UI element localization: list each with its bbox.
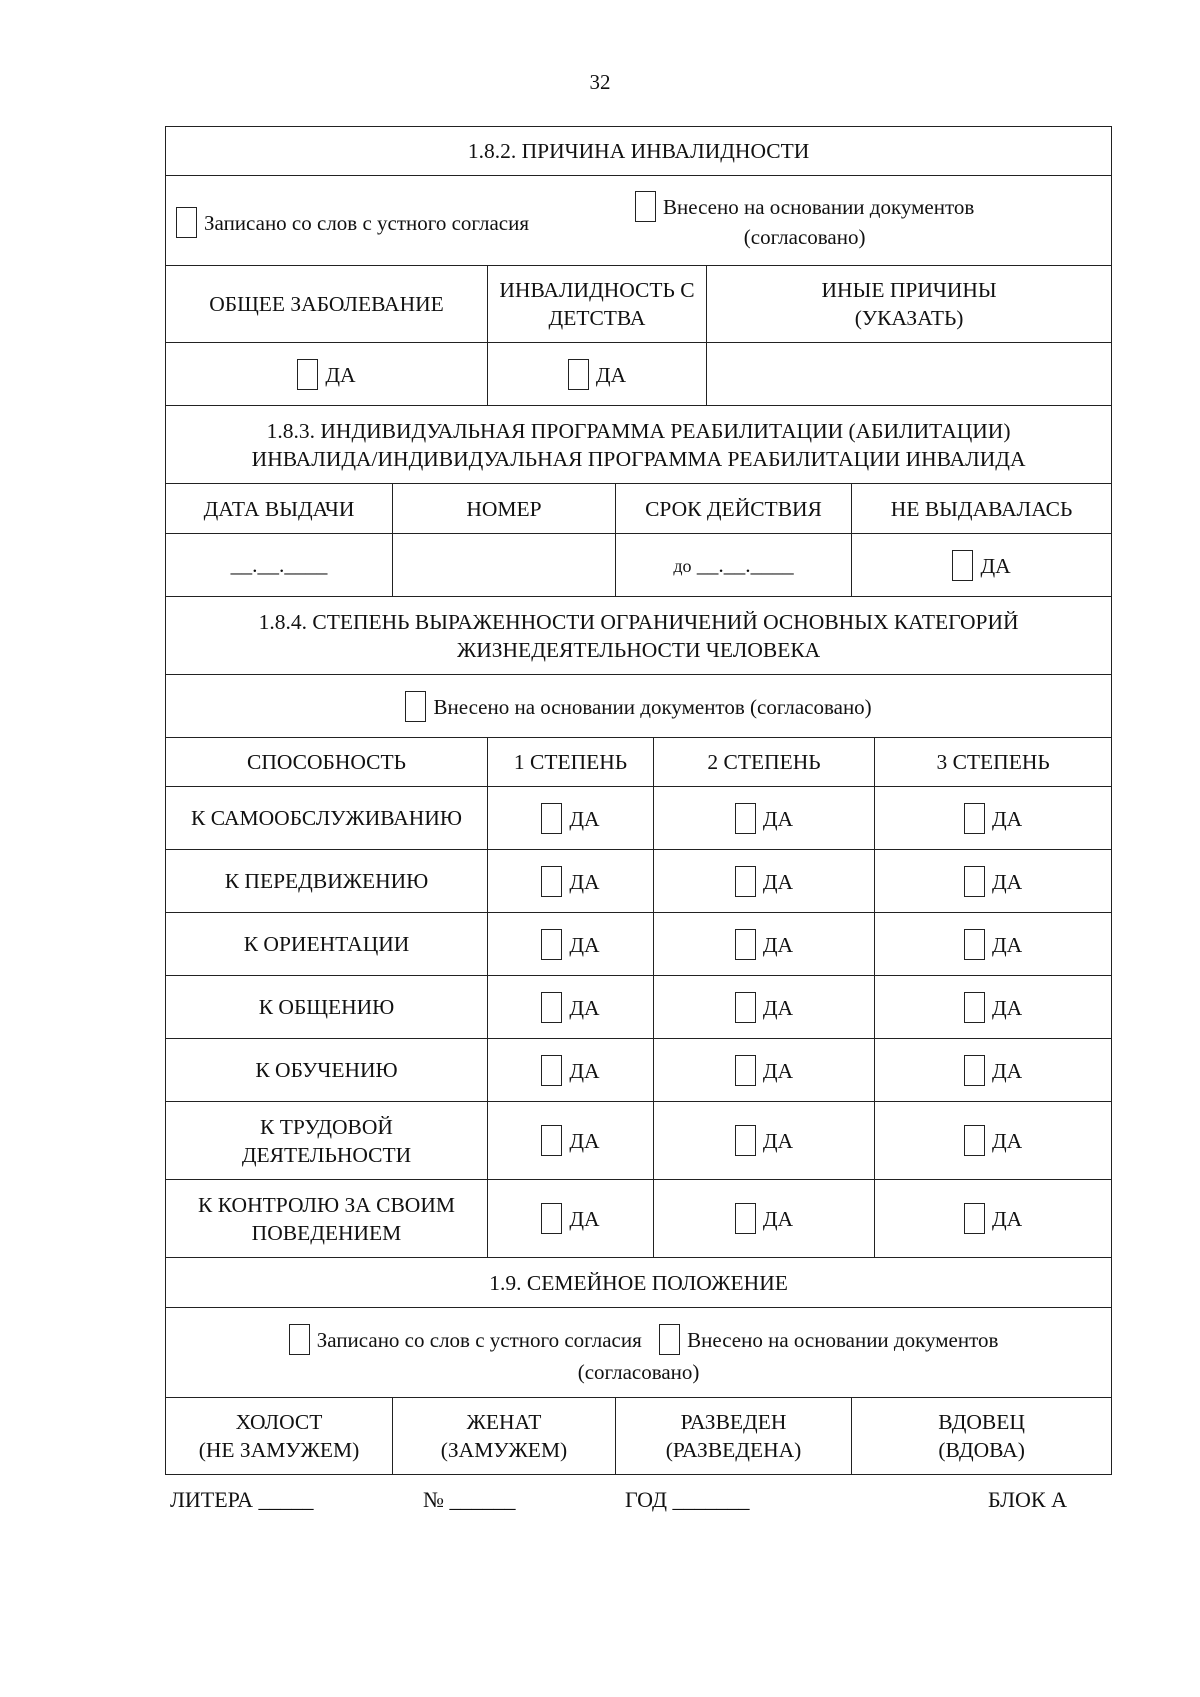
ability-row <box>166 1039 1112 1102</box>
page-number: 32 <box>589 70 611 94</box>
header-other-reasons: ИНЫЕ ПРИЧИНЫ (УКАЗАТЬ) <box>707 266 1112 343</box>
degree-1-yes: ДА <box>488 1102 654 1180</box>
limitation-source-row: Внесено на основании документов (согласовано) <box>166 675 1112 738</box>
header-childhood-disability: ИНВАЛИДНОСТЬ С ДЕТСТВА <box>488 266 707 343</box>
checkbox[interactable] <box>964 1203 985 1234</box>
degree-1-yes: ДА <box>488 1039 654 1102</box>
ability-row <box>166 1180 1112 1258</box>
ability-row <box>166 1102 1112 1180</box>
ability-name: К ОБЩЕНИЮ <box>166 976 488 1039</box>
disability-cause-source-row <box>166 176 1112 266</box>
degree-1-yes: ДА <box>488 850 654 913</box>
ability-name: К КОНТРОЛЮ ЗА СВОИМ ПОВЕДЕНИЕМ <box>166 1180 488 1258</box>
issue-date-field[interactable]: __.__.____ <box>166 534 393 597</box>
checkbox[interactable] <box>964 929 985 960</box>
checkbox[interactable] <box>964 992 985 1023</box>
section-title-disability-cause: 1.8.2. ПРИЧИНА ИНВАЛИДНОСТИ <box>166 127 1112 176</box>
degree-3-yes: ДА <box>875 787 1112 850</box>
degree-1-yes: ДА <box>488 976 654 1039</box>
number-field[interactable] <box>393 534 616 597</box>
degree-3-yes: ДА <box>875 1039 1112 1102</box>
checkbox[interactable] <box>735 1203 756 1234</box>
checkbox[interactable] <box>735 1125 756 1156</box>
option-documents: Внесено на основании документов (согласовано) <box>635 191 974 252</box>
checkbox[interactable] <box>541 866 562 897</box>
status-widowed[interactable]: ВДОВЕЦ (ВДОВА) <box>852 1398 1112 1475</box>
not-issued-yes: ДА <box>852 534 1112 597</box>
header-degree-1: 1 СТЕПЕНЬ <box>488 738 654 787</box>
checkbox[interactable] <box>964 803 985 834</box>
checkbox[interactable] <box>541 929 562 960</box>
option-oral-consent: Записано со слов с устного согласия <box>176 207 529 238</box>
footer-block: БЛОК А <box>988 1487 1067 1512</box>
checkbox[interactable] <box>952 550 973 581</box>
checkbox[interactable] <box>541 803 562 834</box>
status-divorced[interactable]: РАЗВЕДЕН (РАЗВЕДЕНА) <box>616 1398 852 1475</box>
disability-form-table <box>165 126 1112 1475</box>
checkbox[interactable] <box>405 691 426 722</box>
checkbox[interactable] <box>297 359 318 390</box>
section-title-marital-status: 1.9. СЕМЕЙНОЕ ПОЛОЖЕНИЕ <box>166 1258 1112 1308</box>
checkbox[interactable] <box>541 992 562 1023</box>
header-general-disease: ОБЩЕЕ ЗАБОЛЕВАНИЕ <box>166 266 488 343</box>
checkbox[interactable] <box>735 992 756 1023</box>
checkbox[interactable] <box>568 359 589 390</box>
checkbox[interactable] <box>735 866 756 897</box>
footer <box>170 1487 1120 1517</box>
footer-number: № ______ <box>423 1487 516 1512</box>
degree-3-yes: ДА <box>875 1180 1112 1258</box>
header-validity: СРОК ДЕЙСТВИЯ <box>616 484 852 534</box>
degree-3-yes: ДА <box>875 913 1112 976</box>
ability-name: К ОРИЕНТАЦИИ <box>166 913 488 976</box>
ability-row <box>166 976 1112 1039</box>
degree-2-yes: ДА <box>654 976 875 1039</box>
other-reasons-input[interactable] <box>707 343 1112 406</box>
checkbox[interactable] <box>289 1324 310 1355</box>
degree-2-yes: ДА <box>654 787 875 850</box>
ability-row <box>166 850 1112 913</box>
degree-2-yes: ДА <box>654 1039 875 1102</box>
checkbox[interactable] <box>735 803 756 834</box>
header-number: НОМЕР <box>393 484 616 534</box>
ability-name: К ПЕРЕДВИЖЕНИЮ <box>166 850 488 913</box>
checkbox[interactable] <box>541 1125 562 1156</box>
validity-field[interactable]: до __.__.____ <box>616 534 852 597</box>
checkbox[interactable] <box>735 1055 756 1086</box>
degree-1-yes: ДА <box>488 787 654 850</box>
header-ability: СПОСОБНОСТЬ <box>166 738 488 787</box>
childhood-disability-yes: ДА <box>488 343 707 406</box>
status-single[interactable]: ХОЛОСТ (НЕ ЗАМУЖЕМ) <box>166 1398 393 1475</box>
ability-rows <box>166 787 1112 1258</box>
degree-1-yes: ДА <box>488 913 654 976</box>
degree-2-yes: ДА <box>654 1180 875 1258</box>
checkbox[interactable] <box>659 1324 680 1355</box>
general-disease-yes: ДА <box>166 343 488 406</box>
header-degree-3: 3 СТЕПЕНЬ <box>875 738 1112 787</box>
header-not-issued: НЕ ВЫДАВАЛАСЬ <box>852 484 1112 534</box>
header-degree-2: 2 СТЕПЕНЬ <box>654 738 875 787</box>
ability-name: К ТРУДОВОЙ ДЕЯТЕЛЬНОСТИ <box>166 1102 488 1180</box>
checkbox[interactable] <box>176 207 197 238</box>
checkbox[interactable] <box>964 866 985 897</box>
degree-1-yes: ДА <box>488 1180 654 1258</box>
footer-year: ГОД _______ <box>625 1487 750 1512</box>
degree-2-yes: ДА <box>654 1102 875 1180</box>
section-title-limitation-degree: 1.8.4. СТЕПЕНЬ ВЫРАЖЕННОСТИ ОГРАНИЧЕНИЙ ОСНОВНЫХ КАТЕГОРИЙ ЖИЗНЕДЕЯТЕЛЬНОСТИ ЧЕЛОВЕКА <box>166 597 1112 675</box>
degree-2-yes: ДА <box>654 850 875 913</box>
degree-3-yes: ДА <box>875 1102 1112 1180</box>
footer-litera: ЛИТЕРА _____ <box>170 1487 314 1512</box>
ability-name: К ОБУЧЕНИЮ <box>166 1039 488 1102</box>
marital-source-row: Записано со слов с устного согласия Внесено на основании документов (согласовано) <box>166 1308 1112 1398</box>
degree-2-yes: ДА <box>654 913 875 976</box>
status-married[interactable]: ЖЕНАТ (ЗАМУЖЕМ) <box>393 1398 616 1475</box>
checkbox[interactable] <box>635 191 656 222</box>
ability-row <box>166 787 1112 850</box>
header-issue-date: ДАТА ВЫДАЧИ <box>166 484 393 534</box>
ability-name: К САМООБСЛУЖИВАНИЮ <box>166 787 488 850</box>
degree-3-yes: ДА <box>875 976 1112 1039</box>
checkbox[interactable] <box>541 1203 562 1234</box>
section-title-rehab-program: 1.8.3. ИНДИВИДУАЛЬНАЯ ПРОГРАММА РЕАБИЛИТАЦИИ (АБИЛИТАЦИИ) ИНВАЛИДА/ИНДИВИДУАЛЬНАЯ ПРОГРАММА РЕАБИЛИТАЦИИ ИНВАЛИДА <box>166 406 1112 484</box>
checkbox[interactable] <box>541 1055 562 1086</box>
checkbox[interactable] <box>964 1125 985 1156</box>
ability-row <box>166 913 1112 976</box>
degree-3-yes: ДА <box>875 850 1112 913</box>
checkbox[interactable] <box>735 929 756 960</box>
checkbox[interactable] <box>964 1055 985 1086</box>
